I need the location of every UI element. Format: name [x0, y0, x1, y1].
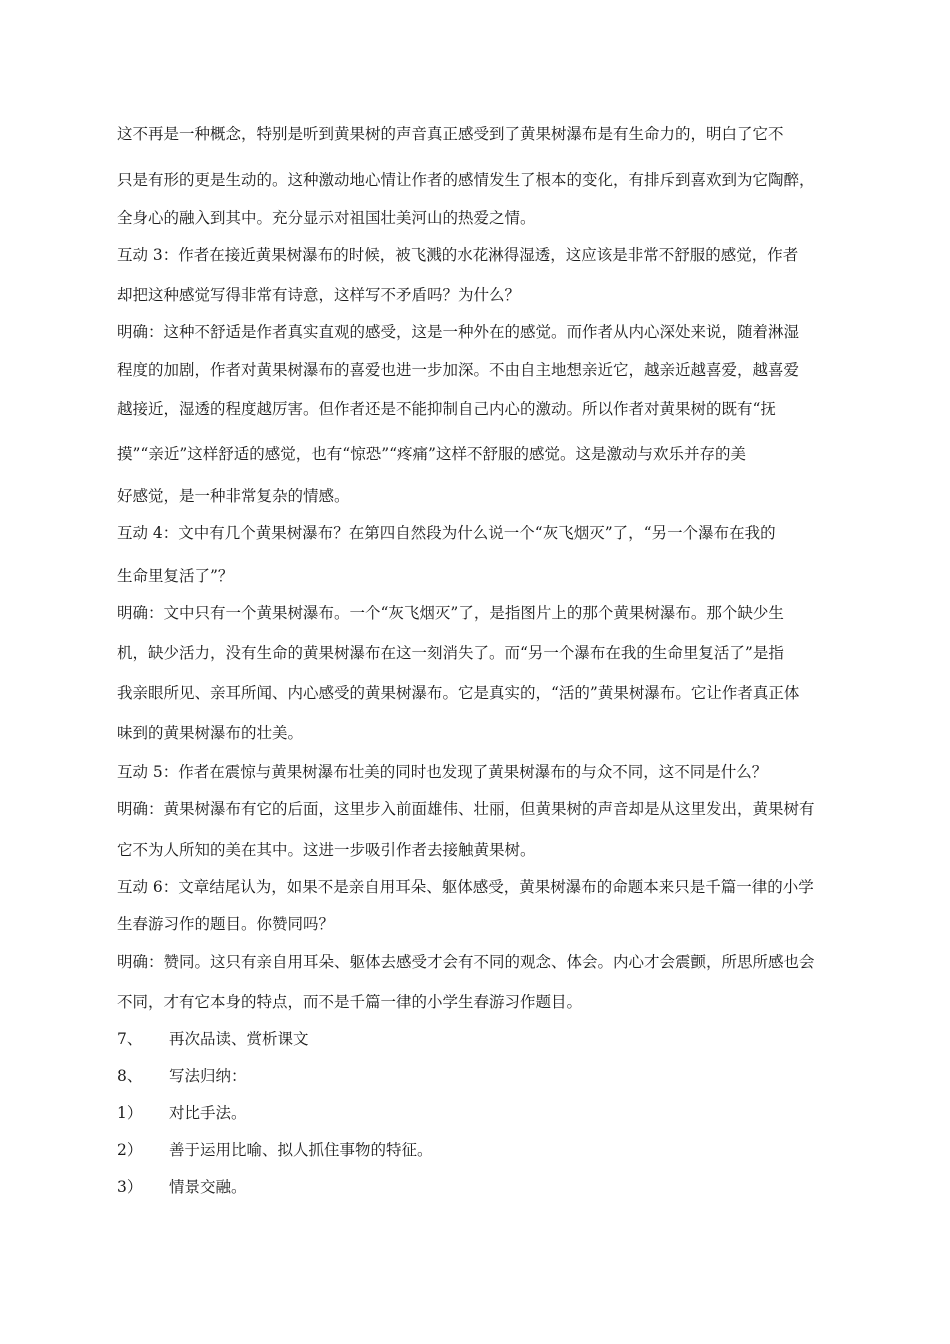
list-item [117, 1066, 247, 1086]
text-line: 它不为人所知的美在其中。这进一步吸引作者去接触黄果树。 [117, 841, 536, 859]
text-line: 机，缺少活力，没有生命的黄果树瀑布在这一刻消失了。而“另一个瀑布在我的生命里复活了”是指 [117, 644, 784, 662]
list-text: 情景交融。 [169, 1178, 247, 1196]
text-line: 越接近，湿透的程度越厉害。但作者还是不能抑制自己内心的激动。所以作者对黄果树的既有“抚 [117, 400, 776, 418]
text-line: 明确：赞同。这只有亲自用耳朵、躯体去感受才会有不同的观念、体会。内心才会震颤，所思所感也会 [117, 953, 815, 971]
text-line: 明确：文中只有一个黄果树瀑布。一个“灰飞烟灭”了，是指图片上的那个黄果树瀑布。那个缺少生 [117, 604, 784, 622]
list-item [117, 1103, 247, 1123]
text-line: 明确：这种不舒适是作者真实直观的感受，这是一种外在的感觉。而作者从内心深处来说，随着淋湿 [117, 323, 800, 341]
list-number: 8、 [117, 1067, 143, 1085]
list-text: 善于运用比喻、拟人抓住事物的特征。 [169, 1141, 433, 1159]
list-number: 1） [117, 1104, 143, 1122]
text-line: 味到的黄果树瀑布的壮美。 [117, 724, 304, 742]
text-line: 互动 5：作者在震惊与黄果树瀑布壮美的同时也发现了黄果树瀑布的与众不同，这不同是什么？ [117, 763, 768, 781]
text-line: 不同，才有它本身的特点，而不是千篇一律的小学生春游习作题目。 [117, 993, 583, 1011]
text-line: 只是有形的更是生动的。这种激动地心情让作者的感情发生了根本的变化，有排斥到喜欢到为它陶醉， [117, 171, 815, 189]
text-line: 我亲眼所见、亲耳所闻、内心感受的黄果树瀑布。它是真实的，“活的”黄果树瀑布。它让作者真正体 [117, 684, 800, 702]
text-line: 明确：黄果树瀑布有它的后面，这里步入前面雄伟、壮丽，但黄果树的声音却是从这里发出，黄果树有 [117, 800, 815, 818]
list-number: 7、 [117, 1030, 143, 1048]
text-line: 好感觉，是一种非常复杂的情感。 [117, 487, 350, 505]
list-number: 2） [117, 1141, 143, 1159]
list-item [117, 1140, 433, 1160]
list-number: 3） [117, 1178, 143, 1196]
text-line: 全身心的融入到其中。充分显示对祖国壮美河山的热爱之情。 [117, 209, 536, 227]
text-line: 互动 4：文中有几个黄果树瀑布？在第四自然段为什么说一个“灰飞烟灭”了，“另一个瀑布在我的 [117, 524, 776, 542]
text-line: 却把这种感觉写得非常有诗意，这样写不矛盾吗？为什么？ [117, 286, 521, 304]
list-text: 写法归纳： [169, 1067, 247, 1085]
text-line: 程度的加剧，作者对黄果树瀑布的喜爱也进一步加深。不由自主地想亲近它，越亲近越喜爱，越喜爱 [117, 361, 800, 379]
text-line: 生命里复活了”？ [117, 567, 234, 585]
list-item [117, 1177, 247, 1197]
list-text: 对比手法。 [169, 1104, 247, 1122]
list-item [117, 1029, 309, 1049]
text-line: 互动 6：文章结尾认为，如果不是亲自用耳朵、躯体感受，黄果树瀑布的命题本来只是千篇一律的小学 [117, 878, 814, 896]
list-text: 再次品读、赏析课文 [169, 1030, 309, 1048]
text-line: 生春游习作的题目。你赞同吗？ [117, 915, 335, 933]
text-line: 互动 3：作者在接近黄果树瀑布的时候，被飞溅的水花淋得湿透，这应该是非常不舒服的感觉，作者 [117, 246, 799, 264]
text-line: 摸”“亲近”这样舒适的感觉，也有“惊恐”“疼痛”这样不舒服的感觉。这是激动与欢乐并存的美 [117, 445, 746, 463]
text-line: 这不再是一种概念，特别是听到黄果树的声音真正感受到了黄果树瀑布是有生命力的，明白了它不 [117, 125, 784, 143]
